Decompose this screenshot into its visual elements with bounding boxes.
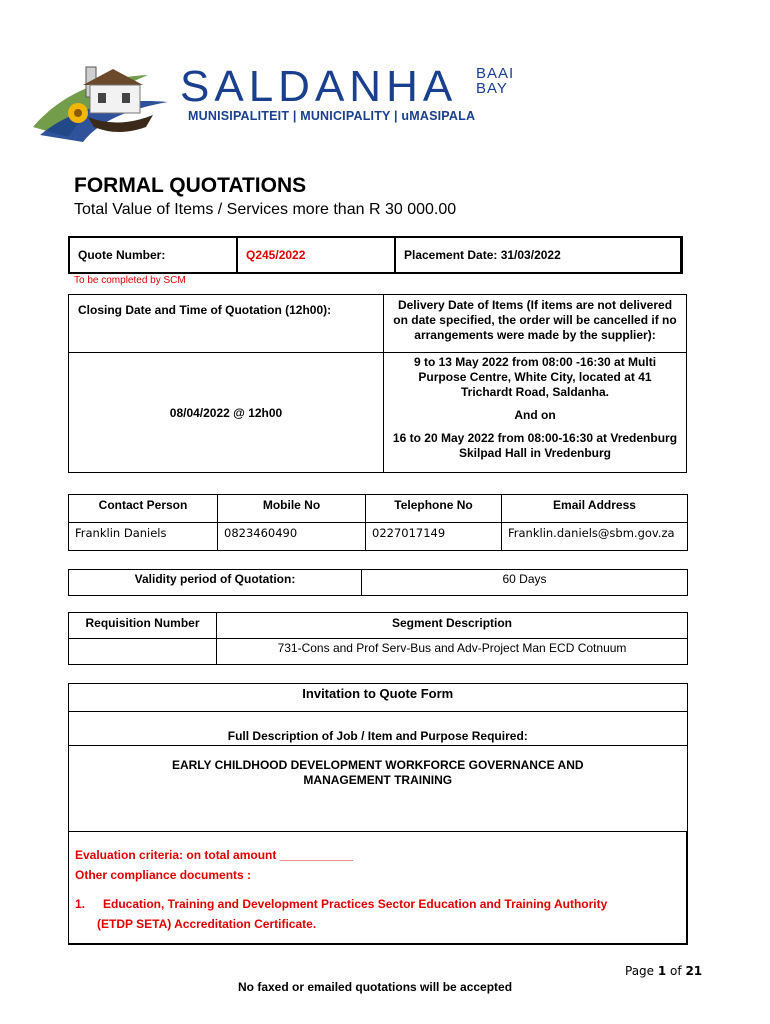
invitation-title: Invitation to Quote Form	[69, 684, 688, 712]
validity-value: 60 Days	[362, 570, 688, 596]
page-number: Page 1 of 21	[625, 964, 703, 978]
job-description: EARLY CHILDHOOD DEVELOPMENT WORKFORCE GOVERNANCE AND MANAGEMENT TRAINING	[69, 746, 688, 832]
compliance-section	[69, 832, 688, 944]
placement-date: Placement Date: 31/03/2022	[395, 237, 682, 273]
delivery-window-2: 16 to 20 May 2022 from 08:00-16:30 at Vredenburg Skilpad Hall in Vredenburg	[392, 431, 678, 460]
closing-delivery-table	[68, 294, 687, 473]
other-compliance-heading: Other compliance documents :	[75, 868, 252, 882]
delivery-and: And on	[514, 408, 556, 422]
contact-person-value: Franklin Daniels	[69, 523, 218, 551]
compliance-item-1	[75, 897, 680, 911]
quote-number-table	[68, 236, 683, 274]
logo-emblem-icon	[28, 57, 188, 147]
compliance-item-number: 1.	[75, 897, 86, 911]
delivery-date-value	[384, 353, 687, 473]
logo-wordmark: SALDANHA	[180, 62, 458, 111]
requisition-label: Requisition Number	[69, 613, 217, 639]
delivery-date-label: Delivery Date of Items (If items are not delivered on date specified, the order will be cancelled if no arrangements were made by the supplier):	[384, 295, 687, 353]
contact-header: Email Address	[502, 495, 688, 523]
page-subtitle: Total Value of Items / Services more than R 30 000.00	[74, 201, 457, 218]
footer-notice: No faxed or emailed quotations will be accepted	[238, 980, 513, 994]
segment-label: Segment Description	[217, 613, 688, 639]
segment-value: 731-Cons and Prof Serv-Bus and Adv-Project Man ECD Cotnuum	[217, 639, 688, 665]
scm-note: To be completed by SCM	[74, 275, 186, 286]
quote-number-value: Q245/2022	[237, 237, 395, 273]
validity-table	[68, 569, 688, 596]
logo-tagline: MUNISIPALITEIT | MUNICIPALITY | uMASIPALA	[188, 109, 476, 123]
email-value: Franklin.daniels@sbm.gov.za	[502, 523, 688, 551]
description-label: Full Description of Job / Item and Purpose Required:	[69, 712, 688, 746]
requisition-table	[68, 612, 688, 665]
contact-header: Mobile No	[218, 495, 366, 523]
telephone-value: 0227017149	[366, 523, 502, 551]
requisition-value	[69, 639, 217, 665]
contact-header: Telephone No	[366, 495, 502, 523]
quote-number-label: Quote Number:	[69, 237, 237, 273]
evaluation-criteria: Evaluation criteria: on total amount ___________	[75, 848, 354, 862]
mobile-value: 0823460490	[218, 523, 366, 551]
logo-sub-wordmark: BAAI BAY	[476, 65, 515, 97]
closing-date-value: 08/04/2022 @ 12h00	[69, 353, 384, 473]
closing-date-label: Closing Date and Time of Quotation (12h00):	[69, 295, 384, 353]
compliance-item-text: Education, Training and Development Practices Sector Education and Training Authority	[103, 897, 608, 911]
invitation-table	[68, 683, 688, 945]
contact-table	[68, 494, 688, 551]
contact-header: Contact Person	[69, 495, 218, 523]
compliance-item-1-cont: (ETDP SETA) Accreditation Certificate.	[97, 917, 317, 931]
validity-label: Validity period of Quotation:	[69, 570, 362, 596]
delivery-window-1: 9 to 13 May 2022 from 08:00 -16:30 at Multi Purpose Centre, White City, located at 41 Trichardt Road, Saldanha.	[413, 355, 657, 399]
page-title: FORMAL QUOTATIONS	[74, 174, 307, 197]
